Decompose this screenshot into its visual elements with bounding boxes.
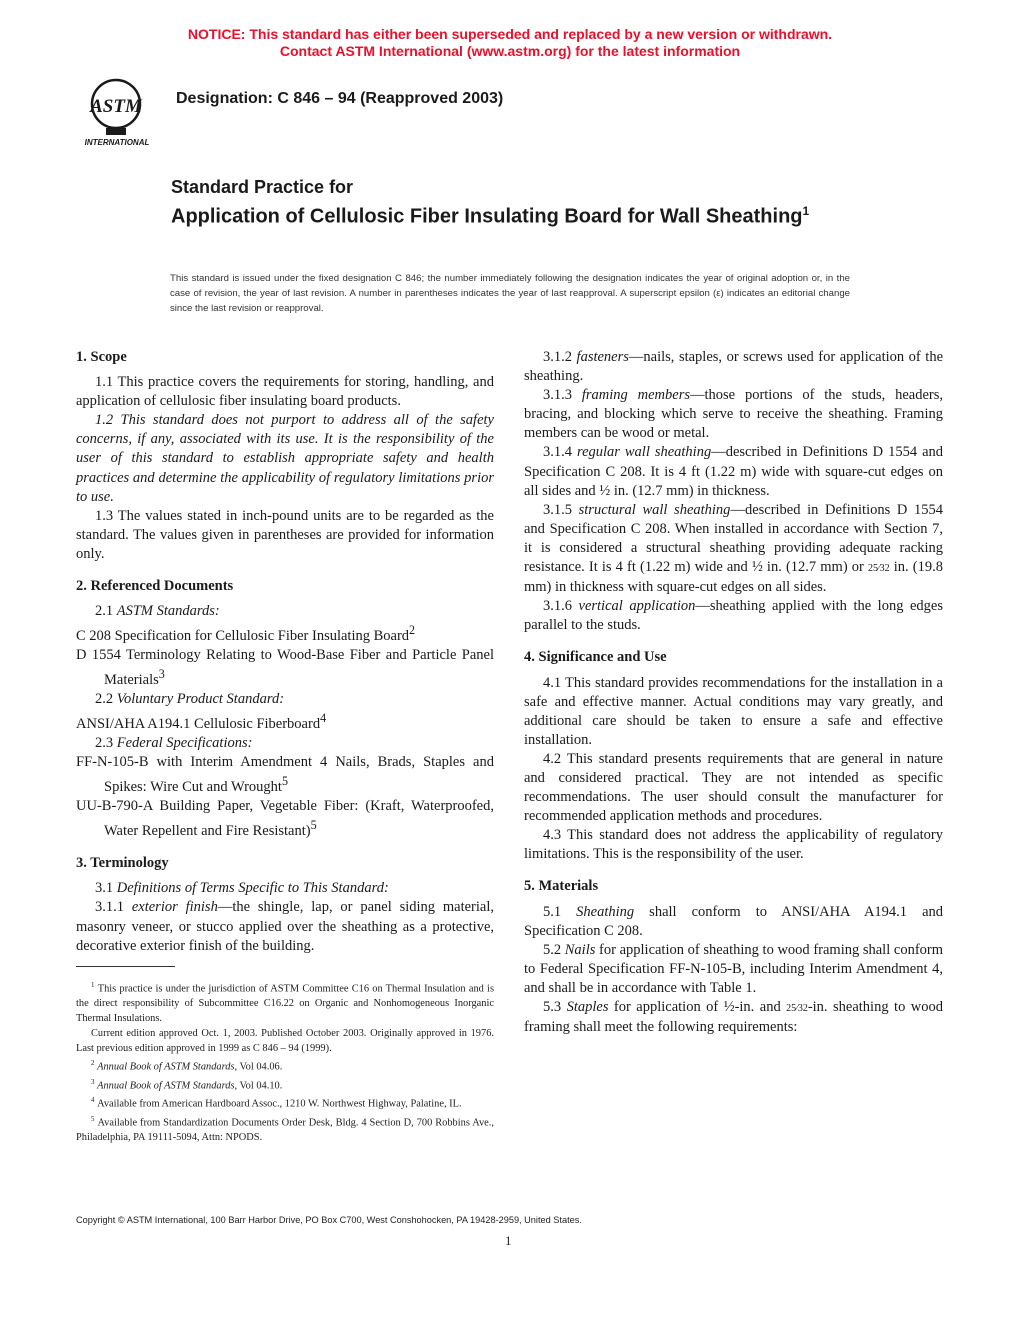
para-number: 3.1.4 <box>543 444 572 461</box>
defined-term: Nails <box>564 941 596 958</box>
definition-text: —sheathing applied with the long edges parallel to the studs. <box>524 598 943 634</box>
reference-text: FF-N-105-B with Interim Amendment 4 Nails, Brads, Staples and Spikes: Wire Cut and Wrought <box>76 754 494 796</box>
footnote-3 <box>76 1075 494 1093</box>
definition-text: —those portions of the studs, headers, bracing, and blocking which serve to receive the sheathing. Framing members can be wood or metal. <box>524 387 943 442</box>
footnote-text: Available from Standardization Documents Order Desk, Bldg. 4 Section D, 700 Robbins Ave., Philadelphia, PA 19111-5094, Attn: NPODS. <box>76 1117 494 1144</box>
footnote-ref: 5 <box>281 774 288 789</box>
copyright: Copyright © ASTM International, 100 Barr Harbor Drive, PO Box C700, West Conshohocken, PA 19428-2959, United States. <box>76 1215 582 1225</box>
para-3-1-5 <box>524 501 943 597</box>
para-4-2: 4.2 This standard presents requirements that are general in nature and considered practical. They are not intended as specific recommendations. The user should consult the manufacturer for recommended application methods and procedures. <box>524 750 943 825</box>
para-number: 3.1.2 <box>543 349 572 365</box>
right-column <box>524 348 943 1037</box>
section-heading-significance: 4. Significance and Use <box>524 649 667 666</box>
para-5-1 <box>524 903 943 941</box>
notice-line-2: Contact ASTM International (www.astm.org) for the latest information <box>279 43 741 59</box>
footnote-text: Available from American Hardboard Assoc., 1210 W. Northwest Highway, Palatine, IL. <box>97 1098 462 1110</box>
footnote-title: Annual Book of ASTM Standards <box>97 1080 235 1092</box>
defined-term: Sheathing <box>576 903 635 920</box>
page-number: 1 <box>505 1233 512 1248</box>
footnote-2 <box>76 1056 494 1074</box>
reference-ansi <box>76 709 494 734</box>
para-label: Voluntary Product Standard: <box>116 691 285 708</box>
reference-c208 <box>76 621 494 646</box>
fraction: ½ <box>751 559 763 576</box>
para-text: -in. and <box>734 999 787 1015</box>
footnote-1-continued: Current edition approved Oct. 1, 2003. Published October 2003. Originally approved in 1976. Last previous edition approved in 1999 as C 846 – 94 (1999). <box>76 1028 494 1055</box>
section-heading-referenced-documents: 2. Referenced Documents <box>76 578 234 595</box>
designation: Designation: C 846 – 94 (Reapproved 2003) <box>176 90 504 107</box>
para-3-1-3 <box>524 386 943 443</box>
para-3-1 <box>76 879 494 898</box>
footnote-divider <box>76 966 175 967</box>
reference-text: D 1554 Terminology Relating to Wood-Base Fiber and Particle Panel Materials <box>76 647 494 689</box>
para-number: 5.1 <box>543 903 562 920</box>
footnote-text: , Vol 04.06. <box>234 1061 283 1073</box>
reference-uu-b-790-a <box>76 797 494 841</box>
para-number: 5.2 <box>543 941 562 958</box>
para-number: 3.1.1 <box>95 899 124 916</box>
footnote-text: , Vol 04.10. <box>234 1080 283 1092</box>
footnote-4 <box>76 1093 494 1111</box>
title-main-text: Application of Cellulosic Fiber Insulating Board for Wall Sheathing <box>171 205 803 228</box>
footnote-marker: 5 <box>91 1114 95 1123</box>
defined-term: regular wall sheathing <box>576 444 712 461</box>
para-3-1-1 <box>76 898 494 955</box>
para-number: 2.1 <box>95 603 114 620</box>
para-text: for application of <box>608 999 724 1015</box>
para-4-1: 4.1 This standard provides recommendations for the installation in a safe and effective manner. Actual conditions may vary greatly, and additional care should be taken to ensure a safe and effective installation. <box>524 674 943 748</box>
para-2-3 <box>76 734 494 753</box>
para-number: 2.2 <box>95 691 114 708</box>
para-5-2 <box>524 941 943 998</box>
para-1-3: 1.3 The values stated in inch-pound units are to be regarded as the standard. The values given in parentheses are provided for information only. <box>76 507 494 562</box>
defined-term: structural wall sheathing <box>578 501 731 518</box>
footnote-marker: 3 <box>91 1077 95 1086</box>
defined-term: exterior finish <box>131 899 218 916</box>
definition-text: —the shingle, lap, or panel siding material, masonry veneer, or stucco applied over the sheathing as a protective, decorative exterior finish of the building. <box>76 899 494 954</box>
definition-text: in. (19.8 mm) in thickness with square-cut edges on all sides. <box>524 559 944 596</box>
section-heading-scope: 1. Scope <box>76 349 127 365</box>
footnote-5 <box>76 1112 494 1145</box>
section-heading-terminology: 3. Terminology <box>76 855 169 872</box>
reference-d1554 <box>76 646 494 690</box>
reference-text: UU-B-790-A Building Paper, Vegetable Fiber: (Kraft, Waterproofed, Water Repellent and Fire Resistant) <box>76 798 494 840</box>
para-text: shall conform to ANSI/AHA A194.1 and Specification C 208. <box>524 903 944 939</box>
footnote-ref: 3 <box>158 667 165 682</box>
para-1-1: 1.1 This practice covers the requirements for storing, handling, and application of cellulosic fiber insulating board products. <box>76 374 494 410</box>
footnote-1 <box>76 978 494 1026</box>
reference-text: ANSI/AHA A194.1 Cellulosic Fiberboard <box>76 716 321 733</box>
fraction: ½ <box>599 482 611 499</box>
para-2-2 <box>76 690 494 709</box>
para-3-1-6 <box>524 597 943 635</box>
definition-text: —described in Definitions D 1554 and Specification C 208. It is 4 ft (1.22 m) wide with square-cut edges on all sides and <box>524 444 943 499</box>
title-pre: Standard Practice for <box>171 177 354 197</box>
footnote-ref: 4 <box>320 711 327 726</box>
issue-note: This standard is issued under the fixed designation C 846; the number immediately following the designation indicates the year of original adoption or, in the case of revision, the year of last revision. A number in parentheses indicates the year of last reapproval. A superscript epsilon (ε) indicates an editorial change since the last revision or reapproval. <box>170 273 850 314</box>
astm-logo-icon <box>76 78 158 148</box>
para-number: 3.1.3 <box>543 387 572 404</box>
defined-term: framing members <box>581 387 690 404</box>
reference-text: C 208 Specification for Cellulosic Fiber Insulating Board <box>76 628 410 645</box>
fraction: 25⁄32 <box>786 1003 808 1014</box>
para-text: -in. sheathing to wood framing shall meet the following requirements: <box>524 999 943 1036</box>
footnote-ref: 5 <box>310 818 317 833</box>
definition-text: —nails, staples, or screws used for application of the sheathing. <box>524 349 944 385</box>
fraction: ½ <box>723 999 735 1015</box>
left-column <box>76 348 494 956</box>
defined-term: vertical application <box>578 598 696 615</box>
footnote-marker: 1 <box>91 981 95 989</box>
para-number: 2.3 <box>95 735 114 752</box>
notice-line-1: NOTICE: This standard has either been superseded and replaced by a new version or withdrawn. <box>187 26 833 42</box>
para-number: 3.1.6 <box>543 598 572 615</box>
para-1-2: 1.2 This standard does not purport to address all of the safety concerns, if any, associated with its use. It is the responsibility of the user of this standard to establish appropriate safety and health practices and determine the applicability of regulatory limitations prior to use. <box>76 412 494 505</box>
footnotes <box>76 978 494 1145</box>
para-number: 5.3 <box>543 999 562 1015</box>
para-2-1 <box>76 602 494 621</box>
logo-mark: ASTM <box>90 96 142 117</box>
para-label: Federal Specifications: <box>116 735 253 752</box>
para-label: ASTM Standards: <box>116 603 220 620</box>
title-block <box>171 176 931 230</box>
footnote-text: This practice is under the jurisdiction of ASTM Committee C16 on Thermal Insulation and is the direct responsibility of Subcommittee C16.22 on Organic and Nonhomogeneous Inorganic Thermal Insulations. <box>76 983 494 1025</box>
footnote-marker: 4 <box>91 1096 95 1105</box>
page-title <box>171 198 931 230</box>
para-number: 3.1 <box>95 880 114 897</box>
withdrawal-notice <box>0 26 1020 60</box>
footnote-title: Annual Book of ASTM Standards <box>97 1061 235 1073</box>
para-label: Definitions of Terms Specific to This Standard: <box>116 880 389 897</box>
para-number: 3.1.5 <box>543 501 572 518</box>
para-5-3 <box>524 998 943 1037</box>
definition-text: in. (12.7 mm) in thickness. <box>610 482 770 499</box>
fraction: 25⁄32 <box>867 563 890 575</box>
definition-text: —described in Definitions D 1554 and Specification C 208. When installed in accordance with Section 7, it is considered a structural sheathing providing adequate racking resistance. It is 4 ft (1.22 m) wide and <box>524 501 943 576</box>
para-3-1-4 <box>524 443 943 500</box>
para-text: for application of sheathing to wood framing shall conform to Federal Specification FF-N-105-B, including Interim Amendment 4, and shall be in accordance with Table 1. <box>524 941 944 996</box>
defined-term: Staples <box>566 999 609 1015</box>
definition-text: in. (12.7 mm) or <box>762 559 868 576</box>
defined-term: fasteners <box>576 349 629 365</box>
para-4-3: 4.3 This standard does not address the applicability of regulatory limitations. This is the responsibility of the user. <box>524 827 943 863</box>
footnote-ref: 2 <box>409 623 416 638</box>
footnote-marker: 2 <box>91 1059 95 1068</box>
logo-subtext: INTERNATIONAL <box>84 138 150 147</box>
title-footnote-ref: 1 <box>802 204 810 218</box>
section-heading-materials: 5. Materials <box>524 878 599 895</box>
para-3-1-2 <box>524 348 943 386</box>
reference-ff-n-105-b <box>76 753 494 797</box>
